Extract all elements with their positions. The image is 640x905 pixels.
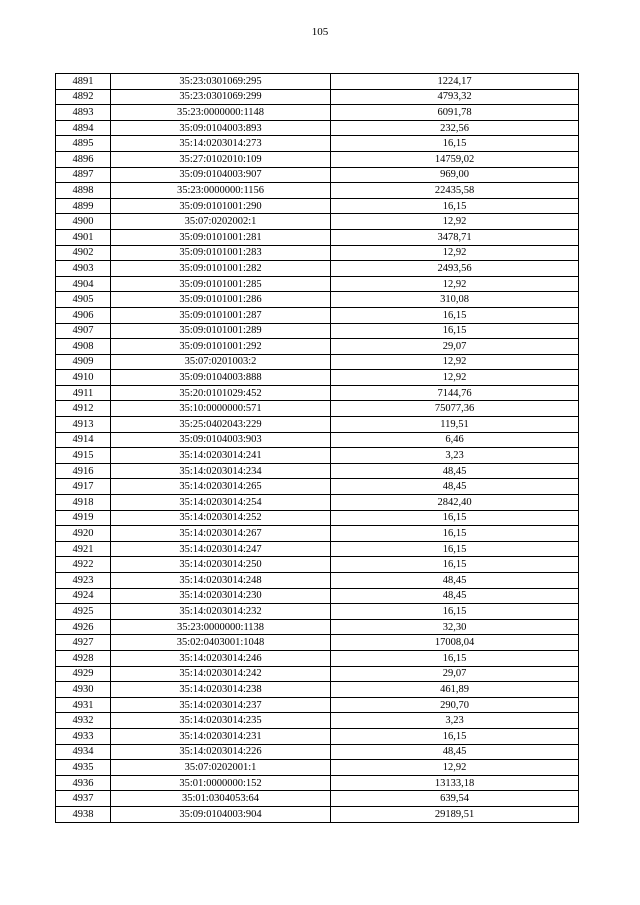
value-cell: 12,92: [331, 276, 579, 292]
table-row: [56, 479, 579, 495]
table-row: [56, 619, 579, 635]
table-row: [56, 245, 579, 261]
value-cell: 32,30: [331, 619, 579, 635]
value-cell: 3478,71: [331, 229, 579, 245]
table-row: [56, 541, 579, 557]
cadastral-number-cell: 35:09:0101001:290: [111, 198, 331, 214]
row-number-cell: 4900: [56, 214, 111, 230]
cadastral-number-cell: 35:14:0203014:242: [111, 666, 331, 682]
table-row: [56, 183, 579, 199]
cadastral-number-cell: 35:23:0301069:299: [111, 89, 331, 105]
page-number: 105: [311, 26, 329, 38]
value-cell: 16,15: [331, 323, 579, 339]
table-row: [56, 261, 579, 277]
row-number-cell: 4924: [56, 588, 111, 604]
value-cell: 29189,51: [331, 806, 579, 822]
cadastral-number-cell: 35:07:0202001:1: [111, 760, 331, 776]
row-number-cell: 4909: [56, 354, 111, 370]
value-cell: 48,45: [331, 573, 579, 589]
cadastral-number-cell: 35:14:0203014:238: [111, 682, 331, 698]
row-number-cell: 4915: [56, 448, 111, 464]
table-row: [56, 682, 579, 698]
table-row: [56, 354, 579, 370]
table-row: [56, 806, 579, 822]
cadastral-number-cell: 35:09:0104003:893: [111, 120, 331, 136]
cadastral-number-cell: 35:14:0203014:273: [111, 136, 331, 152]
value-cell: 16,15: [331, 136, 579, 152]
cadastral-number-cell: 35:14:0203014:267: [111, 526, 331, 542]
table-row: [56, 635, 579, 651]
table-row: [56, 713, 579, 729]
table-row: [56, 463, 579, 479]
value-cell: 310,08: [331, 292, 579, 308]
value-cell: 48,45: [331, 479, 579, 495]
row-number-cell: 4927: [56, 635, 111, 651]
table-row: [56, 791, 579, 807]
cadastral-number-cell: 35:14:0203014:231: [111, 728, 331, 744]
cadastral-number-cell: 35:09:0101001:289: [111, 323, 331, 339]
row-number-cell: 4929: [56, 666, 111, 682]
value-cell: 16,15: [331, 307, 579, 323]
value-cell: 75077,36: [331, 401, 579, 417]
cadastral-number-cell: 35:14:0203014:230: [111, 588, 331, 604]
cadastral-number-cell: 35:09:0104003:903: [111, 432, 331, 448]
row-number-cell: 4904: [56, 276, 111, 292]
table-row: [56, 136, 579, 152]
data-table: [55, 73, 579, 823]
value-cell: 2842,40: [331, 495, 579, 511]
table-row: [56, 432, 579, 448]
value-cell: 14759,02: [331, 151, 579, 167]
cadastral-number-cell: 35:20:0101029:452: [111, 385, 331, 401]
value-cell: 6091,78: [331, 105, 579, 121]
cadastral-number-cell: 35:14:0203014:254: [111, 495, 331, 511]
table-row: [56, 697, 579, 713]
row-number-cell: 4923: [56, 573, 111, 589]
cadastral-number-cell: 35:09:0101001:285: [111, 276, 331, 292]
cadastral-number-cell: 35:14:0203014:226: [111, 744, 331, 760]
table-row: [56, 323, 579, 339]
table-row: [56, 744, 579, 760]
row-number-cell: 4905: [56, 292, 111, 308]
value-cell: 48,45: [331, 588, 579, 604]
row-number-cell: 4918: [56, 495, 111, 511]
row-number-cell: 4911: [56, 385, 111, 401]
cadastral-number-cell: 35:23:0000000:1138: [111, 619, 331, 635]
row-number-cell: 4916: [56, 463, 111, 479]
table-row: [56, 198, 579, 214]
value-cell: 16,15: [331, 510, 579, 526]
value-cell: 22435,58: [331, 183, 579, 199]
value-cell: 3,23: [331, 448, 579, 464]
value-cell: 12,92: [331, 214, 579, 230]
row-number-cell: 4926: [56, 619, 111, 635]
table-row: [56, 573, 579, 589]
row-number-cell: 4895: [56, 136, 111, 152]
value-cell: 6,46: [331, 432, 579, 448]
table-row: [56, 557, 579, 573]
value-cell: 119,51: [331, 417, 579, 433]
value-cell: 16,15: [331, 604, 579, 620]
cadastral-number-cell: 35:14:0203014:232: [111, 604, 331, 620]
value-cell: 48,45: [331, 463, 579, 479]
cadastral-number-cell: 35:23:0000000:1148: [111, 105, 331, 121]
row-number-cell: 4922: [56, 557, 111, 573]
table-row: [56, 120, 579, 136]
cadastral-number-cell: 35:01:0304053:64: [111, 791, 331, 807]
cadastral-number-cell: 35:14:0203014:248: [111, 573, 331, 589]
table-row: [56, 167, 579, 183]
cadastral-number-cell: 35:23:0000000:1156: [111, 183, 331, 199]
table-row: [56, 214, 579, 230]
cadastral-number-cell: 35:14:0203014:235: [111, 713, 331, 729]
row-number-cell: 4912: [56, 401, 111, 417]
row-number-cell: 4920: [56, 526, 111, 542]
value-cell: 232,56: [331, 120, 579, 136]
row-number-cell: 4910: [56, 370, 111, 386]
row-number-cell: 4925: [56, 604, 111, 620]
cadastral-number-cell: 35:14:0203014:265: [111, 479, 331, 495]
value-cell: 16,15: [331, 650, 579, 666]
cadastral-number-cell: 35:27:0102010:109: [111, 151, 331, 167]
value-cell: 1224,17: [331, 74, 579, 90]
value-cell: 12,92: [331, 370, 579, 386]
value-cell: 16,15: [331, 557, 579, 573]
row-number-cell: 4930: [56, 682, 111, 698]
value-cell: 639,54: [331, 791, 579, 807]
cadastral-number-cell: 35:01:0000000:152: [111, 775, 331, 791]
value-cell: 16,15: [331, 526, 579, 542]
table-row: [56, 417, 579, 433]
row-number-cell: 4913: [56, 417, 111, 433]
cadastral-number-cell: 35:14:0203014:237: [111, 697, 331, 713]
table-row: [56, 760, 579, 776]
row-number-cell: 4921: [56, 541, 111, 557]
cadastral-number-cell: 35:14:0203014:246: [111, 650, 331, 666]
value-cell: 2493,56: [331, 261, 579, 277]
row-number-cell: 4906: [56, 307, 111, 323]
table-row: [56, 650, 579, 666]
cadastral-number-cell: 35:14:0203014:241: [111, 448, 331, 464]
table-row: [56, 229, 579, 245]
row-number-cell: 4919: [56, 510, 111, 526]
table-row: [56, 604, 579, 620]
row-number-cell: 4901: [56, 229, 111, 245]
table-row: [56, 728, 579, 744]
value-cell: 12,92: [331, 245, 579, 261]
value-cell: 12,92: [331, 760, 579, 776]
table-row: [56, 510, 579, 526]
row-number-cell: 4908: [56, 339, 111, 355]
cadastral-number-cell: 35:02:0403001:1048: [111, 635, 331, 651]
table-body: [56, 74, 579, 823]
value-cell: 29,07: [331, 666, 579, 682]
value-cell: 16,15: [331, 541, 579, 557]
table-row: [56, 74, 579, 90]
cadastral-number-cell: 35:09:0104003:888: [111, 370, 331, 386]
cadastral-number-cell: 35:14:0203014:252: [111, 510, 331, 526]
value-cell: 29,07: [331, 339, 579, 355]
cadastral-number-cell: 35:09:0101001:286: [111, 292, 331, 308]
value-cell: 461,89: [331, 682, 579, 698]
table-row: [56, 666, 579, 682]
cadastral-number-cell: 35:09:0101001:282: [111, 261, 331, 277]
cadastral-number-cell: 35:10:0000000:571: [111, 401, 331, 417]
cadastral-number-cell: 35:14:0203014:234: [111, 463, 331, 479]
row-number-cell: 4938: [56, 806, 111, 822]
value-cell: 16,15: [331, 728, 579, 744]
table-row: [56, 526, 579, 542]
value-cell: 3,23: [331, 713, 579, 729]
row-number-cell: 4934: [56, 744, 111, 760]
value-cell: 7144,76: [331, 385, 579, 401]
row-number-cell: 4931: [56, 697, 111, 713]
table-row: [56, 385, 579, 401]
table-row: [56, 495, 579, 511]
table-row: [56, 105, 579, 121]
cadastral-number-cell: 35:25:0402043:229: [111, 417, 331, 433]
cadastral-number-cell: 35:14:0203014:250: [111, 557, 331, 573]
row-number-cell: 4897: [56, 167, 111, 183]
table-row: [56, 370, 579, 386]
cadastral-number-cell: 35:09:0101001:281: [111, 229, 331, 245]
value-cell: 4793,32: [331, 89, 579, 105]
table-row: [56, 292, 579, 308]
cadastral-number-cell: 35:09:0104003:907: [111, 167, 331, 183]
cadastral-number-cell: 35:09:0101001:283: [111, 245, 331, 261]
row-number-cell: 4936: [56, 775, 111, 791]
row-number-cell: 4917: [56, 479, 111, 495]
row-number-cell: 4937: [56, 791, 111, 807]
cadastral-number-cell: 35:07:0201003:2: [111, 354, 331, 370]
table-row: [56, 588, 579, 604]
row-number-cell: 4893: [56, 105, 111, 121]
value-cell: 12,92: [331, 354, 579, 370]
row-number-cell: 4902: [56, 245, 111, 261]
table-row: [56, 276, 579, 292]
table-row: [56, 339, 579, 355]
cadastral-number-cell: 35:09:0101001:292: [111, 339, 331, 355]
table-row: [56, 448, 579, 464]
row-number-cell: 4892: [56, 89, 111, 105]
row-number-cell: 4935: [56, 760, 111, 776]
value-cell: 969,00: [331, 167, 579, 183]
row-number-cell: 4899: [56, 198, 111, 214]
row-number-cell: 4896: [56, 151, 111, 167]
row-number-cell: 4914: [56, 432, 111, 448]
table-row: [56, 401, 579, 417]
cadastral-number-cell: 35:09:0101001:287: [111, 307, 331, 323]
value-cell: 13133,18: [331, 775, 579, 791]
value-cell: 48,45: [331, 744, 579, 760]
cadastral-number-cell: 35:07:0202002:1: [111, 214, 331, 230]
table-row: [56, 151, 579, 167]
value-cell: 16,15: [331, 198, 579, 214]
row-number-cell: 4932: [56, 713, 111, 729]
table-row: [56, 307, 579, 323]
value-cell: 290,70: [331, 697, 579, 713]
row-number-cell: 4928: [56, 650, 111, 666]
cadastral-number-cell: 35:23:0301069:295: [111, 74, 331, 90]
table-row: [56, 89, 579, 105]
row-number-cell: 4894: [56, 120, 111, 136]
value-cell: 17008,04: [331, 635, 579, 651]
row-number-cell: 4898: [56, 183, 111, 199]
row-number-cell: 4903: [56, 261, 111, 277]
row-number-cell: 4907: [56, 323, 111, 339]
cadastral-number-cell: 35:14:0203014:247: [111, 541, 331, 557]
table-row: [56, 775, 579, 791]
cadastral-number-cell: 35:09:0104003:904: [111, 806, 331, 822]
row-number-cell: 4933: [56, 728, 111, 744]
row-number-cell: 4891: [56, 74, 111, 90]
